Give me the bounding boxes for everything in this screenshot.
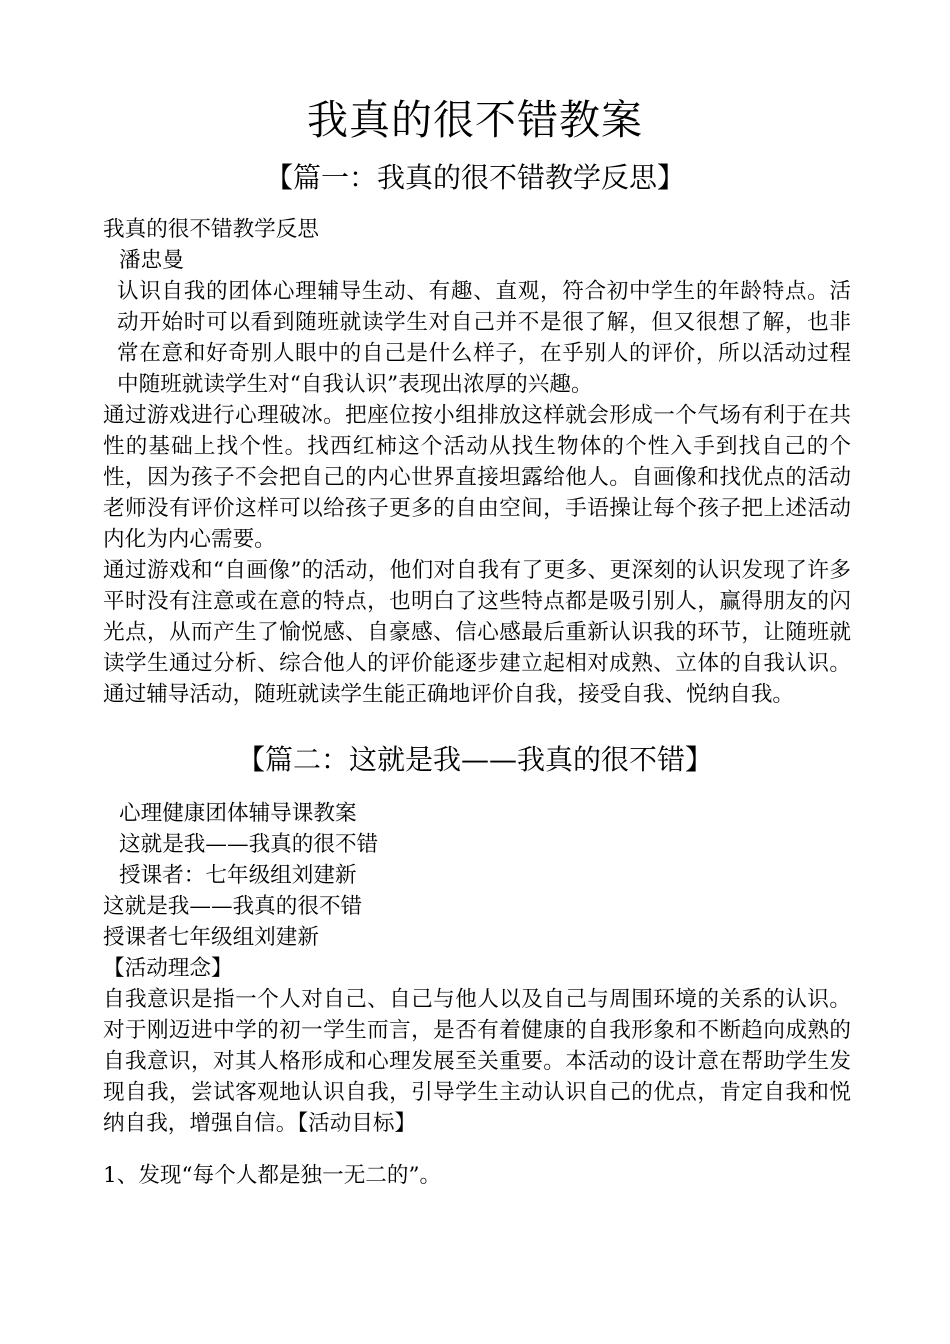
- section-2-line-4: 这就是我——我真的很不错: [103, 894, 363, 919]
- activity-goal-1: 1、发现“每个人都是独一无二的”。: [103, 1163, 442, 1188]
- section-heading-1: 【篇一：我真的很不错教学反思】: [264, 161, 685, 194]
- section-1-subtitle: 我真的很不错教学反思: [103, 217, 319, 242]
- activity-goals: [103, 1160, 851, 1191]
- section-1-paragraph-2: 通过游戏进行心理破冰。把座位按小组排放这样就会形成一个气场有利于在共性的基础上找个性。找西红柿这个活动从找生物体的个性入手到找自己的个性，因为孩子不会把自己的内心世界直接坦露给他人。自画像和找优点的活动老师没有评价这样可以给孩子更多的自由空间，手语操让每个孩子把上述活动内化为内心需要。: [103, 403, 851, 552]
- section-1-paragraph-3: 通过游戏和“自画像”的活动，他们对自我有了更多、更深刻的认识发现了许多平时没有注意或在意的特点，也明白了这些特点都是吸引别人，赢得朋友的闪光点，从而产生了愉悦感、自豪感、信心感最后重新认识我的环节，让随班就读学生通过分析、综合他人的评价能逐步建立起相对成熟、立体的自我认识。通过辅导活动，随班就读学生能正确地评价自我，接受自我、悦纳自我。: [103, 558, 851, 707]
- section-1-body: [103, 214, 851, 710]
- document-title: 我真的很不错教案: [307, 96, 643, 144]
- section-2-line-1: 心理健康团体辅导课教案: [119, 801, 357, 826]
- section-2-line-2: 这就是我——我真的很不错: [119, 832, 379, 857]
- section-2-line-5: 授课者七年级组刘建新: [103, 925, 319, 950]
- section-1-author: 潘忠曼: [119, 248, 184, 273]
- section-2-line-3: 授课者：七年级组刘建新: [119, 863, 357, 888]
- section-2-body: [103, 798, 851, 1139]
- section-1-paragraph-1: 认识自我的团体心理辅导生动、有趣、直观，符合初中学生的年龄特点。活动开始时可以看到随班就读学生对自己并不是很了解，但又很想了解，也非常在意和好奇别人眼中的自己是什么样子，在乎别人的评价，所以活动过程中随班就读学生对“自我认识”表现出浓厚的兴趣。: [117, 279, 851, 397]
- activity-concept-text: 自我意识是指一个人对自己、自己与他人以及自己与周围环境的关系的认识。对于刚迈进中学的初一学生而言，是否有着健康的自我形象和不断趋向成熟的自我意识，对其人格形成和心理发展至关重要。本活动的设计意在帮助学生发现自我，尝试客观地认识自我，引导学生主动认识自己的优点，肯定自我和悦纳自我，增强自信。【活动目标】: [103, 987, 851, 1136]
- activity-concept-label: 【活动理念】: [103, 956, 233, 981]
- section-heading-2: 【篇二：这就是我——我真的很不错】: [236, 743, 713, 776]
